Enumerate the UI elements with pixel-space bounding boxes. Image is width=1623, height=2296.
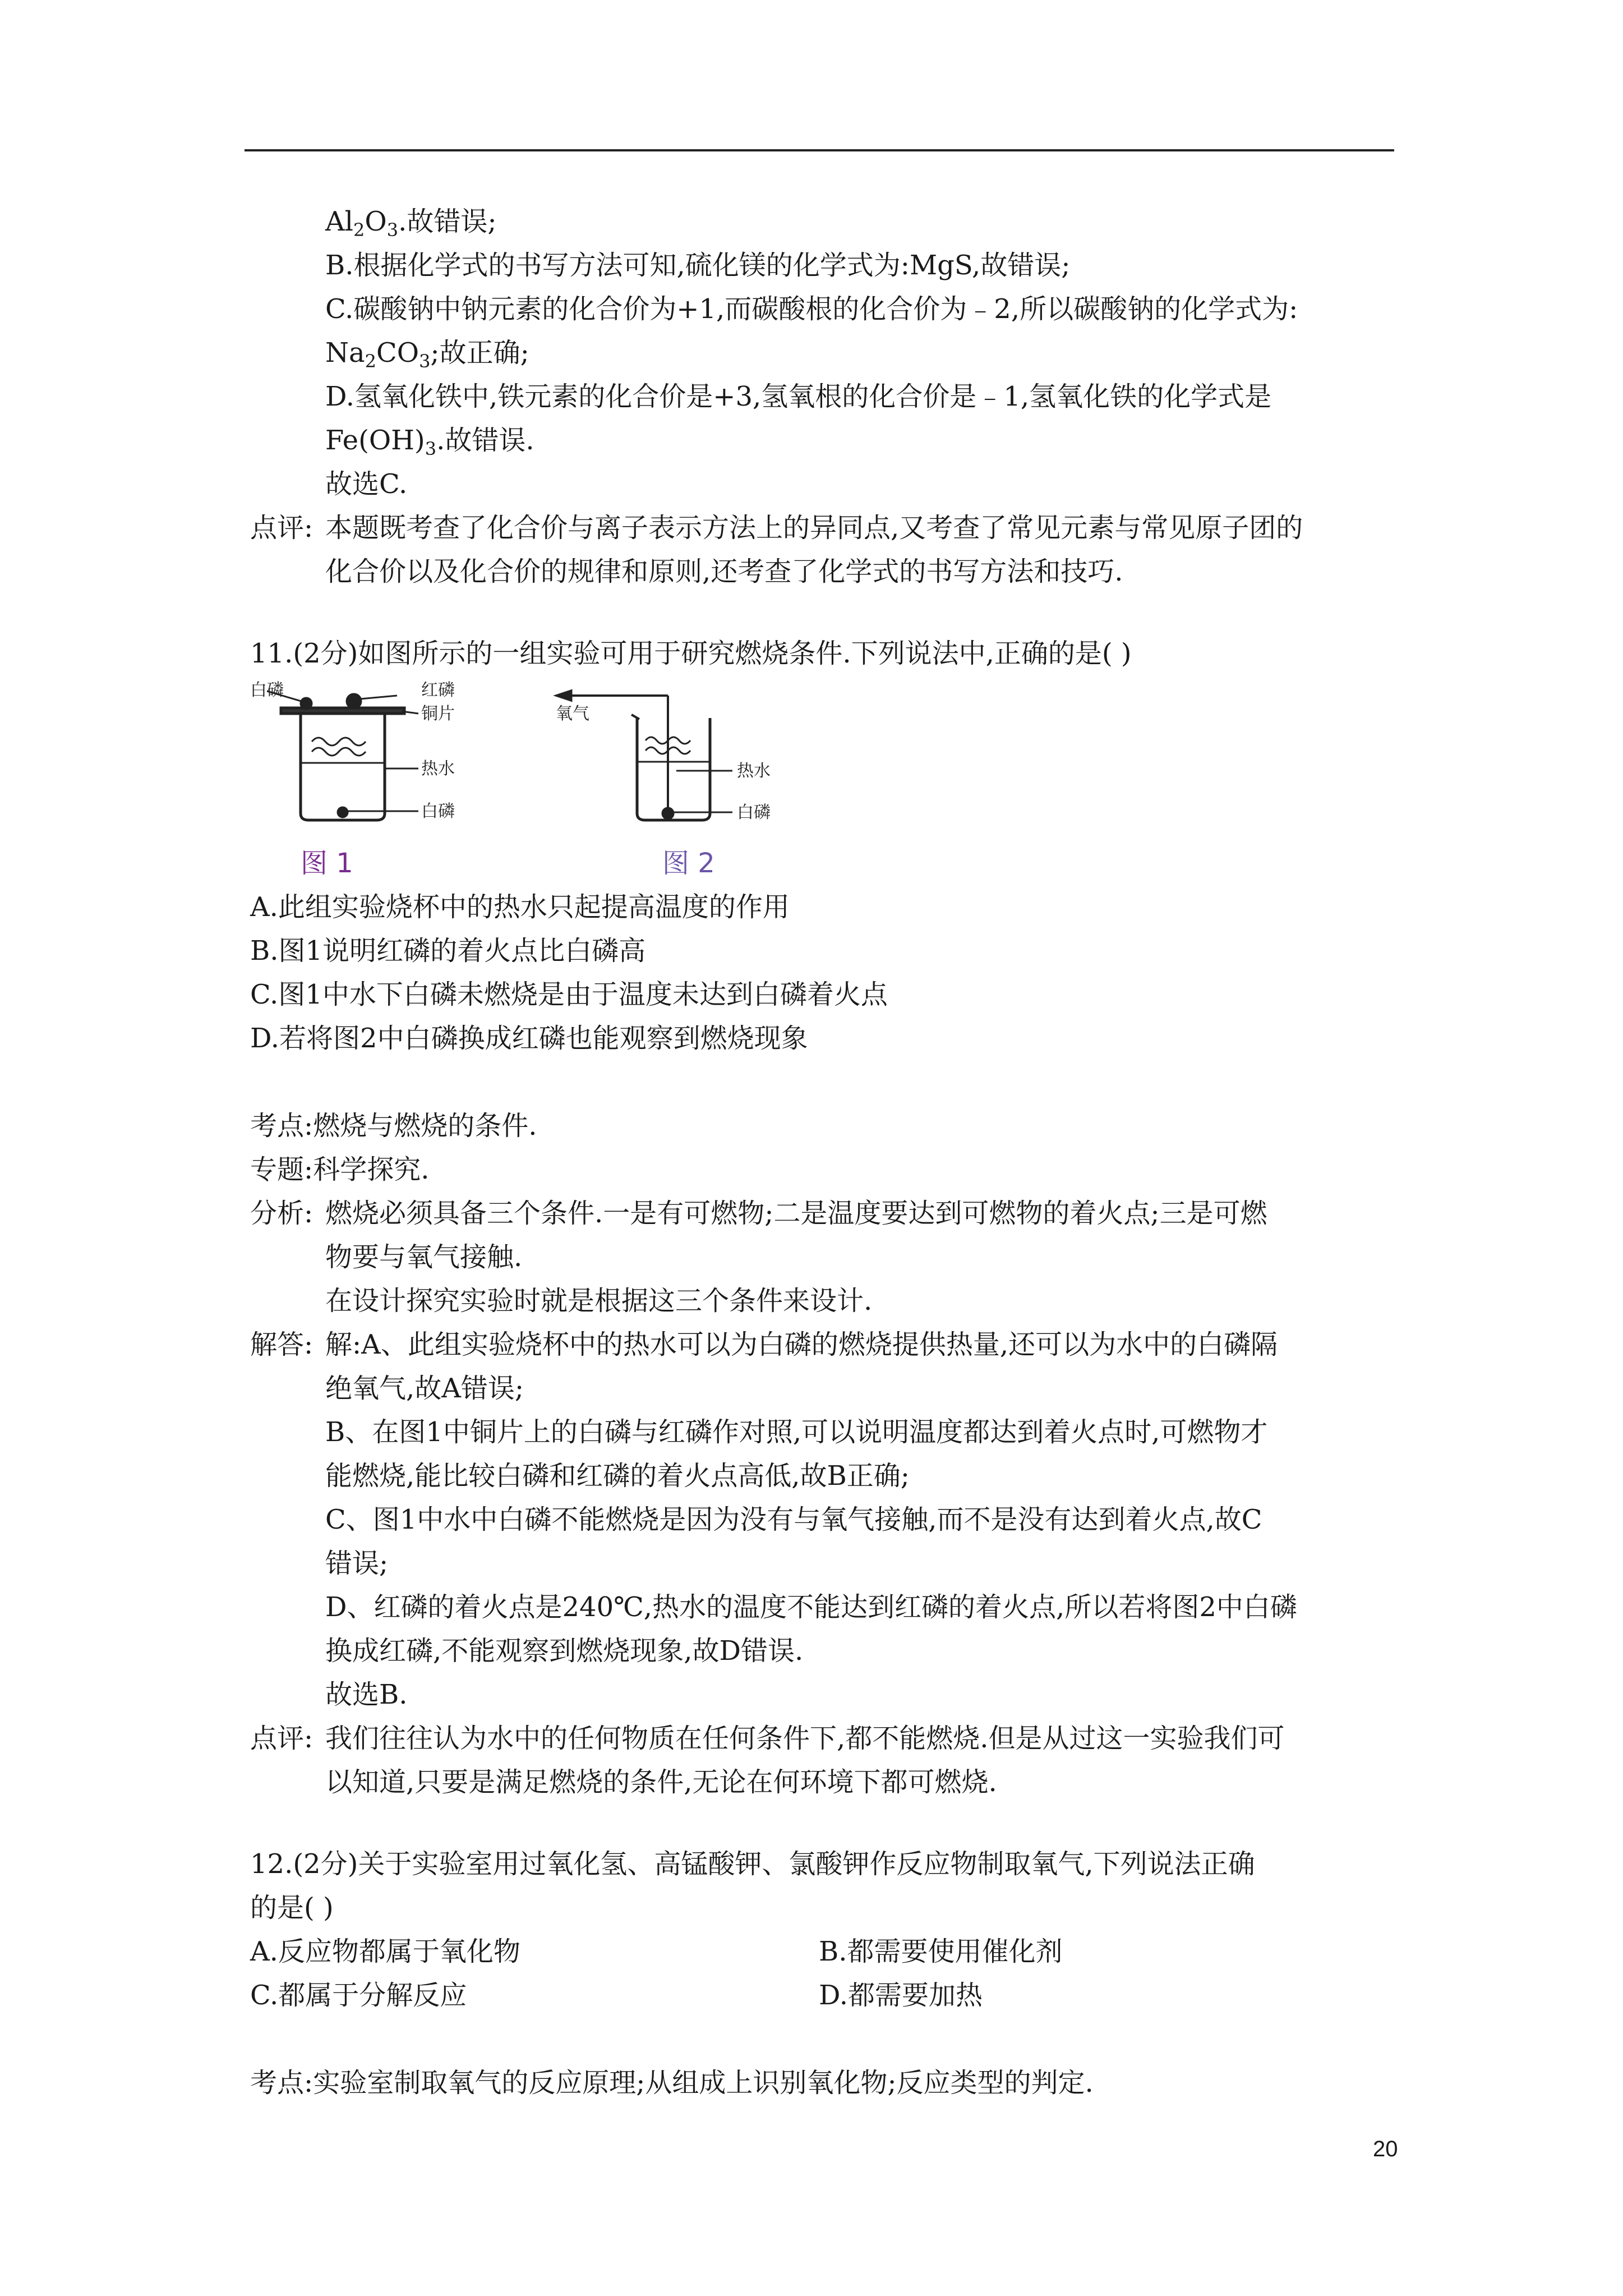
subscript: 2 [353,219,365,241]
zhuanti-text: 科学探究. [313,1154,430,1185]
line-feoh3 [325,418,534,462]
label: 考点: [250,2067,313,2099]
text: Al [325,206,354,237]
header-rule [245,149,1394,151]
line-option-d: D.氢氧化铁中,铁元素的化合价是+3,氢氧根的化合价是﹣1,氢氧化铁的化学式是 [325,381,1272,412]
fenxi-line-3: 在设计探究实验时就是根据这三个条件来设计. [325,1285,873,1317]
subscript: 3 [419,351,431,372]
label-white-phosphorus: 白磷 [250,680,284,700]
line-option-b: B.根据化学式的书写方法可知,硫化镁的化学式为:MgS,故错误; [325,250,1071,281]
dianping-line-2: 以知道,只要是满足燃烧的条件,无论在何环境下都可燃烧. [325,1766,997,1798]
fenxi-line-2: 物要与氧气接触. [325,1241,523,1273]
figure-1-caption: 图 1 [301,848,353,879]
line-option-c: C.碳酸钠中钠元素的化合价为+1,而碳酸根的化合价为﹣2,所以碳酸钠的化学式为: [325,293,1298,325]
zhuanti-label [250,1148,429,1191]
q12-option-d: D.都需要加热 [819,1980,983,2011]
line-answer: 故选C. [325,468,408,500]
text: .故错误; [398,206,497,237]
q12-kaodian [250,2061,1094,2105]
kaodian-label [250,1104,537,1148]
q11-stem: 11.(2分)如图所示的一组实验可用于研究燃烧条件.下列说法中,正确的是( ) [250,638,1132,669]
jieda-line-7: D、红磷的着火点是240℃,热水的温度不能达到红磷的着火点,所以若将图2中白磷 [325,1591,1297,1623]
label-hot-water: 热水 [737,761,771,781]
jieda-label: 解答: [250,1329,313,1360]
line-al2o3 [325,200,497,243]
text: .故错误. [436,425,534,456]
label-oxygen: 氧气 [556,704,589,724]
beaker-2 [637,718,710,820]
q12-stem-1: 12.(2分)关于实验室用过氧化氢、高锰酸钾、氯酸钾作反应物制取氧气,下列说法正确 [250,1848,1255,1880]
subscript: 3 [425,438,437,459]
text: Fe(OH) [325,425,425,456]
text: ;故正确; [430,337,529,369]
figure-1 [267,691,418,820]
steam-lines [312,738,366,746]
oxygen-arrow [557,691,571,700]
leader-line [360,696,397,699]
kaodian-text: 实验室制取氧气的反应原理;从组成上识别氧化物;反应类型的判定. [313,2067,1094,2099]
white-phosphorus-on-plate [301,698,311,708]
jieda-line-9: 故选B. [325,1679,408,1710]
text: Na [325,337,365,369]
comment-line-2: 化合价以及化合价的规律和原则,还考查了化学式的书写方法和技巧. [325,556,1123,587]
steam-lines [312,748,366,756]
subscript: 2 [365,351,376,372]
q12-option-a: A.反应物都属于氧化物 [250,1936,520,1967]
q11-option-d: D.若将图2中白磷换成红磷也能观察到燃烧现象 [250,1023,808,1054]
beaker-spout [631,715,639,719]
label: 专题: [250,1154,313,1185]
figure-2-caption: 图 2 [662,848,715,879]
label-copper-plate: 铜片 [421,704,455,724]
jieda-line-4: 能燃烧,能比较白磷和红磷的着火点高低,故B正确; [325,1460,910,1492]
kaodian-text: 燃烧与燃烧的条件. [313,1110,537,1142]
jieda-line-6: 错误; [325,1548,389,1579]
q11-option-a: A.此组实验烧杯中的热水只起提高温度的作用 [250,891,790,923]
label: 考点: [250,1110,313,1142]
line-na2co3 [325,331,529,375]
text: CO [376,337,419,369]
jieda-line-1: 解:A、此组实验烧杯中的热水可以为白磷的燃烧提供热量,还可以为水中的白磷隔 [325,1329,1278,1360]
comment-line-1: 本题既考查了化合价与离子表示方法上的异同点,又考查了常见元素与常见原子团的 [325,512,1303,544]
label-white-phosphorus-2: 白磷 [421,802,455,821]
label-red-phosphorus: 红磷 [421,680,455,700]
subscript: 3 [386,219,399,241]
fenxi-label: 分析: [250,1198,313,1229]
text: O [365,206,387,237]
dianping-label: 点评: [250,1723,313,1754]
page-number: 20 [1373,2137,1398,2161]
q12-option-b: B.都需要使用催化剂 [819,1936,1063,1967]
q11-figure [250,679,811,886]
comment-label: 点评: [250,512,313,544]
copper-plate [281,708,404,714]
label-hot-water: 热水 [421,759,455,779]
q12-stem-2: 的是( ) [250,1892,334,1924]
fenxi-line-1: 燃烧必须具备三个条件.一是有可燃物;二是温度要达到可燃物的着火点;三是可燃 [325,1198,1267,1229]
jieda-line-8: 换成红磷,不能观察到燃烧现象,故D错误. [325,1635,804,1667]
jieda-line-5: C、图1中水中白磷不能燃烧是因为没有与氧气接触,而不是没有达到着火点,故C [325,1504,1262,1535]
label-white-phosphorus: 白磷 [737,803,771,822]
q12-option-c: C.都属于分解反应 [250,1980,467,2011]
jieda-line-3: B、在图1中铜片上的白磷与红磷作对照,可以说明温度都达到着火点时,可燃物才 [325,1416,1268,1448]
dianping-line-1: 我们往往认为水中的任何物质在任何条件下,都不能燃烧.但是从过这一实验我们可 [325,1723,1285,1754]
red-phosphorus-on-plate [347,694,361,708]
beaker-1 [301,712,385,820]
white-phosphorus-underwater [663,808,673,818]
white-phosphorus-underwater [338,808,347,817]
q11-option-c: C.图1中水下白磷未燃烧是由于温度未达到白磷着火点 [250,979,888,1010]
jieda-line-2: 绝氧气,故A错误; [325,1373,524,1404]
q11-option-b: B.图1说明红磷的着火点比白磷高 [250,935,646,967]
